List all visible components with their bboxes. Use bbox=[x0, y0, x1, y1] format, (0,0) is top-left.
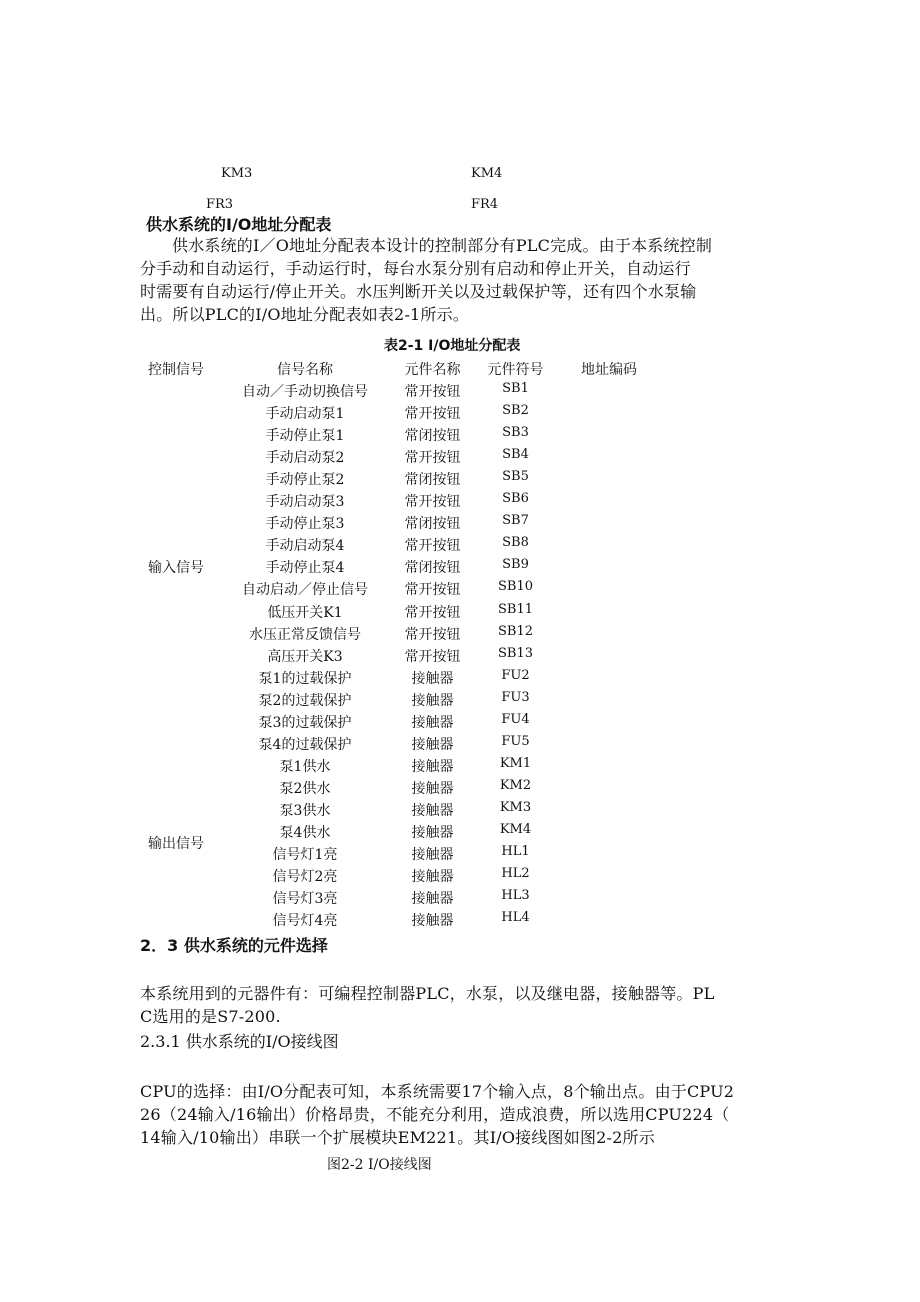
section-2-3-title: 2．3 供水系统的元件选择 bbox=[140, 936, 328, 955]
row-signal-name: 手动启动泵3 bbox=[265, 494, 345, 510]
row-component-symbol: FU4 bbox=[501, 712, 530, 727]
group-input-signals: 输入信号 bbox=[148, 560, 204, 576]
row-signal-name: 手动停止泵2 bbox=[265, 472, 345, 488]
row-component-symbol: SB10 bbox=[497, 579, 533, 594]
cpu-line: CPU的选择：由I/O分配表可知，本系统需要17个输入点，8个输出点。由于CPU2 bbox=[140, 1082, 735, 1101]
header-component-name: 元件名称 bbox=[404, 362, 461, 378]
row-component-symbol: HL1 bbox=[501, 844, 530, 859]
components-paragraph bbox=[140, 982, 780, 1028]
row-component-name: 接触器 bbox=[411, 759, 454, 775]
row-signal-name: 泵2供水 bbox=[279, 781, 331, 797]
row-component-symbol: SB12 bbox=[497, 624, 533, 639]
row-component-name: 接触器 bbox=[411, 693, 454, 709]
row-component-symbol: FU5 bbox=[501, 734, 530, 749]
row-signal-name: 水压正常反馈信号 bbox=[249, 627, 361, 643]
row-component-symbol: FU3 bbox=[501, 690, 530, 705]
table-caption: 表2-1 I/O地址分配表 bbox=[384, 338, 521, 354]
row-signal-name: 泵1供水 bbox=[279, 759, 331, 775]
row-signal-name: 手动启动泵2 bbox=[265, 450, 345, 466]
row-component-symbol: FU2 bbox=[501, 668, 530, 683]
row-component-name: 接触器 bbox=[411, 737, 454, 753]
row-component-name: 接触器 bbox=[411, 891, 454, 907]
row-signal-name: 高压开关K3 bbox=[267, 649, 343, 665]
row-component-name: 常闭按钮 bbox=[404, 516, 461, 532]
components-line: C选用的是S7-200. bbox=[140, 1007, 281, 1026]
row-signal-name: 泵2的过载保护 bbox=[258, 693, 352, 709]
row-signal-name: 低压开关K1 bbox=[267, 605, 343, 621]
intro-line: 供水系统的I／O地址分配表本设计的控制部分有PLC完成。由于本系统控制 bbox=[172, 236, 713, 255]
row-signal-name: 泵3供水 bbox=[279, 803, 331, 819]
row-component-name: 接触器 bbox=[411, 913, 454, 929]
section-heading: 供水系统的I/O地址分配表 bbox=[146, 215, 332, 234]
row-component-name: 常开按钮 bbox=[404, 627, 461, 643]
row-signal-name: 手动启动泵4 bbox=[265, 538, 345, 554]
row-component-name: 常闭按钮 bbox=[404, 472, 461, 488]
row-signal-name: 泵4的过载保护 bbox=[258, 737, 352, 753]
row-component-symbol: SB3 bbox=[502, 425, 529, 440]
row-signal-name: 信号灯4亮 bbox=[272, 913, 338, 929]
row-component-symbol: KM2 bbox=[499, 778, 532, 793]
row-component-name: 接触器 bbox=[411, 781, 454, 797]
row-signal-name: 泵1的过载保护 bbox=[258, 671, 352, 687]
row-component-symbol: KM3 bbox=[499, 800, 532, 815]
row-component-symbol: HL4 bbox=[501, 910, 530, 925]
header-signal-name: 信号名称 bbox=[277, 362, 333, 378]
intro-line: 出。所以PLC的I/O地址分配表如表2-1所示。 bbox=[140, 305, 470, 324]
row-signal-name: 泵4供水 bbox=[279, 825, 331, 841]
row-signal-name: 手动启动泵1 bbox=[265, 406, 345, 422]
row-component-name: 常开按钮 bbox=[404, 538, 461, 554]
row-component-name: 常开按钮 bbox=[404, 649, 461, 665]
row-component-symbol: KM4 bbox=[499, 822, 532, 837]
group-output-signals: 输出信号 bbox=[148, 836, 204, 852]
header-component-symbol: 元件符号 bbox=[487, 362, 544, 378]
row-signal-name: 自动／手动切换信号 bbox=[242, 384, 368, 400]
row-component-symbol: SB8 bbox=[502, 535, 529, 550]
row-component-symbol: HL2 bbox=[501, 866, 530, 881]
row-component-name: 常开按钮 bbox=[404, 494, 461, 510]
row-component-name: 常开按钮 bbox=[404, 450, 461, 466]
header-control-signal: 控制信号 bbox=[148, 362, 204, 378]
row-signal-name: 信号灯1亮 bbox=[272, 847, 338, 863]
header-address-code: 地址编码 bbox=[581, 362, 637, 378]
subsection-2-3-1-title: 2.3.1 供水系统的I/O接线图 bbox=[140, 1032, 339, 1051]
row-component-symbol: SB4 bbox=[502, 447, 529, 462]
row-component-name: 接触器 bbox=[411, 803, 454, 819]
row-signal-name: 手动停止泵1 bbox=[265, 428, 345, 444]
row-signal-name: 手动停止泵3 bbox=[265, 516, 345, 532]
row-component-symbol: HL3 bbox=[501, 888, 530, 903]
figure-caption: 图2-2 I/O接线图 bbox=[327, 1157, 432, 1173]
row-signal-name: 信号灯2亮 bbox=[272, 869, 338, 885]
row-component-symbol: KM1 bbox=[499, 756, 532, 771]
row-component-name: 接触器 bbox=[411, 671, 454, 687]
intro-line: 分手动和自动运行，手动运行时，每台水泵分别有启动和停止开关，自动运行 bbox=[140, 259, 691, 278]
row-component-name: 接触器 bbox=[411, 869, 454, 885]
components-line: 本系统用到的元器件有：可编程控制器PLC，水泵，以及继电器，接触器等。PL bbox=[140, 984, 715, 1003]
diagram-label-fr4: FR4 bbox=[471, 197, 499, 212]
cpu-paragraph bbox=[140, 1080, 780, 1149]
row-component-symbol: SB2 bbox=[502, 403, 529, 418]
row-component-symbol: SB11 bbox=[497, 602, 533, 617]
row-component-name: 常开按钮 bbox=[404, 406, 461, 422]
row-component-symbol: SB6 bbox=[502, 491, 529, 506]
row-signal-name: 自动启动／停止信号 bbox=[242, 582, 368, 598]
row-component-name: 常开按钮 bbox=[404, 582, 461, 598]
diagram-label-fr3: FR3 bbox=[206, 197, 234, 212]
row-component-name: 接触器 bbox=[411, 715, 454, 731]
cpu-line: 14输入/10输出）串联一个扩展模块EM221。其I/O接线图如图2-2所示 bbox=[140, 1128, 655, 1147]
cpu-line: 26（24输入/16输出）价格昂贵，不能充分利用，造成浪费，所以选用CPU224（ bbox=[140, 1105, 730, 1124]
row-component-name: 常开按钮 bbox=[404, 384, 461, 400]
row-signal-name: 信号灯3亮 bbox=[272, 891, 338, 907]
row-component-name: 常闭按钮 bbox=[404, 428, 461, 444]
intro-line: 时需要有自动运行/停止开关。水压判断开关以及过载保护等，还有四个水泵输 bbox=[140, 282, 697, 301]
row-component-name: 常开按钮 bbox=[404, 605, 461, 621]
row-component-symbol: SB7 bbox=[502, 513, 529, 528]
row-signal-name: 泵3的过载保护 bbox=[258, 715, 352, 731]
row-component-name: 常闭按钮 bbox=[404, 560, 461, 576]
diagram-label-km3: KM3 bbox=[221, 166, 253, 181]
row-component-symbol: SB13 bbox=[497, 646, 533, 661]
row-component-symbol: SB5 bbox=[502, 469, 529, 484]
row-component-name: 接触器 bbox=[411, 825, 454, 841]
intro-paragraph bbox=[140, 234, 780, 326]
row-component-symbol: SB9 bbox=[502, 557, 529, 572]
row-component-name: 接触器 bbox=[411, 847, 454, 863]
row-component-symbol: SB1 bbox=[502, 381, 529, 396]
row-signal-name: 手动停止泵4 bbox=[265, 560, 345, 576]
diagram-label-km4: KM4 bbox=[471, 166, 503, 181]
